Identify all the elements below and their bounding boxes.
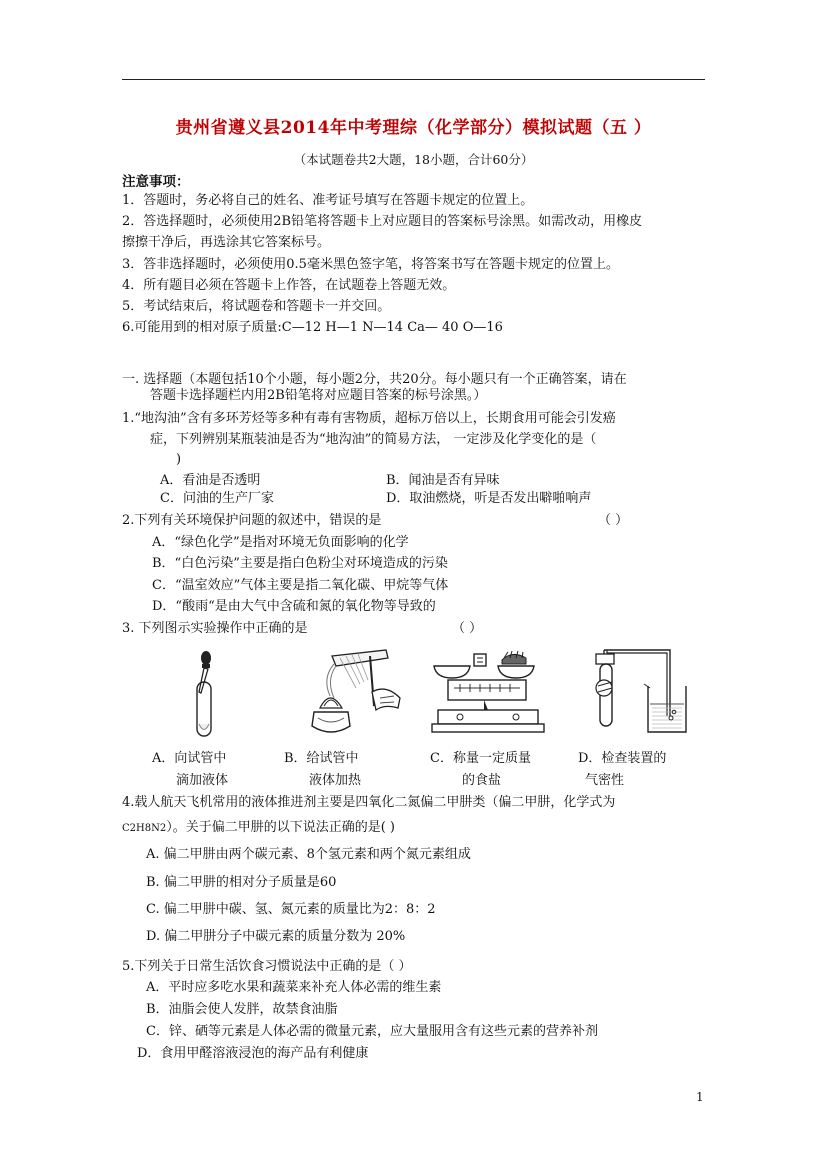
q1-stem-1: 1.“地沟油”含有多环芳烃等多种有毒有害物质，超标万倍以上，长期食用可能会引发癌: [122, 411, 616, 426]
q1-stem-3: ): [176, 452, 182, 467]
q5-option-d: D．食用甲醛溶液浸泡的海产品有利健康: [137, 1046, 369, 1061]
section-heading: 一. 选择题（本题包括10个小题，每小题2分，共20分。每小题只有一个正确答案，请在: [122, 372, 627, 387]
dropper-test-tube-figure: [185, 648, 225, 740]
q3-caption-a-1: A．向试管中: [152, 751, 227, 766]
q3-caption-a-2: 滴加液体: [176, 773, 229, 788]
q2-stem: 2.下列有关环境保护问题的叙述中，错误的是: [122, 513, 382, 528]
q4-stem-2-rest: ）。关于偏二甲肼的以下说法正确的是( ): [166, 820, 395, 835]
note-4: 4．所有题目必须在答题卡上作答，在试题卷上答题无效。: [122, 278, 456, 293]
heating-test-tube-figure: [300, 648, 408, 740]
note-6: 6.可能用到的相对原子质量:C—12 H—1 N—14 Ca— 40 O—16: [122, 320, 503, 335]
q3-stem: 3. 下列图示实验操作中正确的是: [122, 621, 308, 636]
q2-option-d: D．“酸雨“是由大气中含硫和氮的氧化物等导致的: [152, 599, 436, 614]
q5-stem: 5.下列关于日常生活饮食习惯说法中正确的是（ ）: [122, 959, 412, 974]
note-2: 2．答选择题时，必须使用2B铅笔将答题卡上对应题目的答案标号涂黑。如需改动，用橡皮: [122, 214, 643, 229]
notes-heading: 注意事项：: [122, 174, 190, 190]
q4-stem-2: [122, 820, 395, 837]
q1-option-d: D．取油燃烧，听是否发出噼啪响声: [386, 491, 592, 506]
page-number: 1: [696, 1090, 704, 1104]
q2-option-c: C．“温室效应”气体主要是指二氧化碳、甲烷等气体: [152, 578, 449, 593]
q1-stem-2: 症，下列辨别某瓶装油是否为“地沟油”的简易方法， 一定涉及化学变化的是（: [150, 432, 597, 447]
q1-option-b: B．闻油是否有异味: [386, 473, 500, 488]
note-1: 1．答题时，务必将自己的姓名、准考证号填写在答题卡规定的位置上。: [122, 193, 534, 208]
q4-stem-1: 4.载人航天飞机常用的液体推进剂主要是四氧化二氮偏二甲肼类（偏二甲肼，化学式为: [122, 795, 616, 810]
q5-option-c: C．锌、硒等元素是人体必需的微量元素，应大量服用含有这些元素的营养补剂: [146, 1024, 598, 1039]
q2-option-a: A．“绿色化学”是指对环境无负面影响的化学: [152, 535, 409, 550]
note-5: 5．考试结束后，将试题卷和答题卡一并交回。: [122, 299, 391, 314]
note-2-cont: 擦擦干净后，再选涂其它答案标号。: [122, 235, 331, 250]
q3-caption-c-2: 的食盐: [462, 773, 502, 788]
q4-option-b: B. 偏二甲肼的相对分子质量是60: [146, 875, 337, 890]
q2-answer-paren: （ ）: [598, 513, 629, 528]
q3-caption-b-1: B．给试管中: [284, 751, 359, 766]
q3-caption-b-2: 液体加热: [309, 773, 362, 788]
q2-option-b: B．“白色污染”主要是指白色粉尘对环境造成的污染: [152, 556, 448, 571]
page-title: 贵州省遵义县2014年中考理综（化学部分）模拟试题（五 ）: [175, 118, 652, 138]
q1-option-c: C．问油的生产厂家: [160, 491, 274, 506]
q5-option-b: B．油脂会使人发胖，故禁食油脂: [146, 1002, 338, 1017]
balance-scale-figure: [430, 650, 546, 736]
q3-answer-paren: （ ）: [452, 621, 483, 636]
section-heading-cont: 答题卡选择题栏内用2B铅笔将对应题目答案的标号涂黑。）: [150, 388, 487, 403]
q4-option-d: D. 偏二甲肼分子中碳元素的质量分数为 20%: [146, 929, 406, 944]
q5-option-a: A．平时应多吃水果和蔬菜来补充人体必需的维生素: [146, 980, 442, 995]
q1-option-a: A．看油是否透明: [160, 473, 261, 488]
airtightness-check-figure: [582, 646, 690, 738]
q3-caption-d-1: D．检查装置的: [578, 751, 667, 766]
q4-formula: C2H8N2: [122, 823, 167, 834]
q4-option-c: C. 偏二甲肼中碳、氢、氮元素的质量比为2：8：2: [146, 902, 436, 917]
q3-caption-d-2: 气密性: [585, 773, 625, 788]
page-subtitle: （本试题卷共2大题，18小题，合计60分）: [293, 152, 534, 167]
note-3: 3．答非选择题时，必须使用0.5毫米黑色签字笔，将答案书写在答题卡规定的位置上。: [122, 257, 619, 272]
q4-option-a: A. 偏二甲肼由两个碳元素、8个氢元素和两个氮元素组成: [146, 847, 471, 862]
top-rule: [122, 79, 705, 80]
q3-caption-c-1: C．称量一定质量: [430, 751, 531, 766]
